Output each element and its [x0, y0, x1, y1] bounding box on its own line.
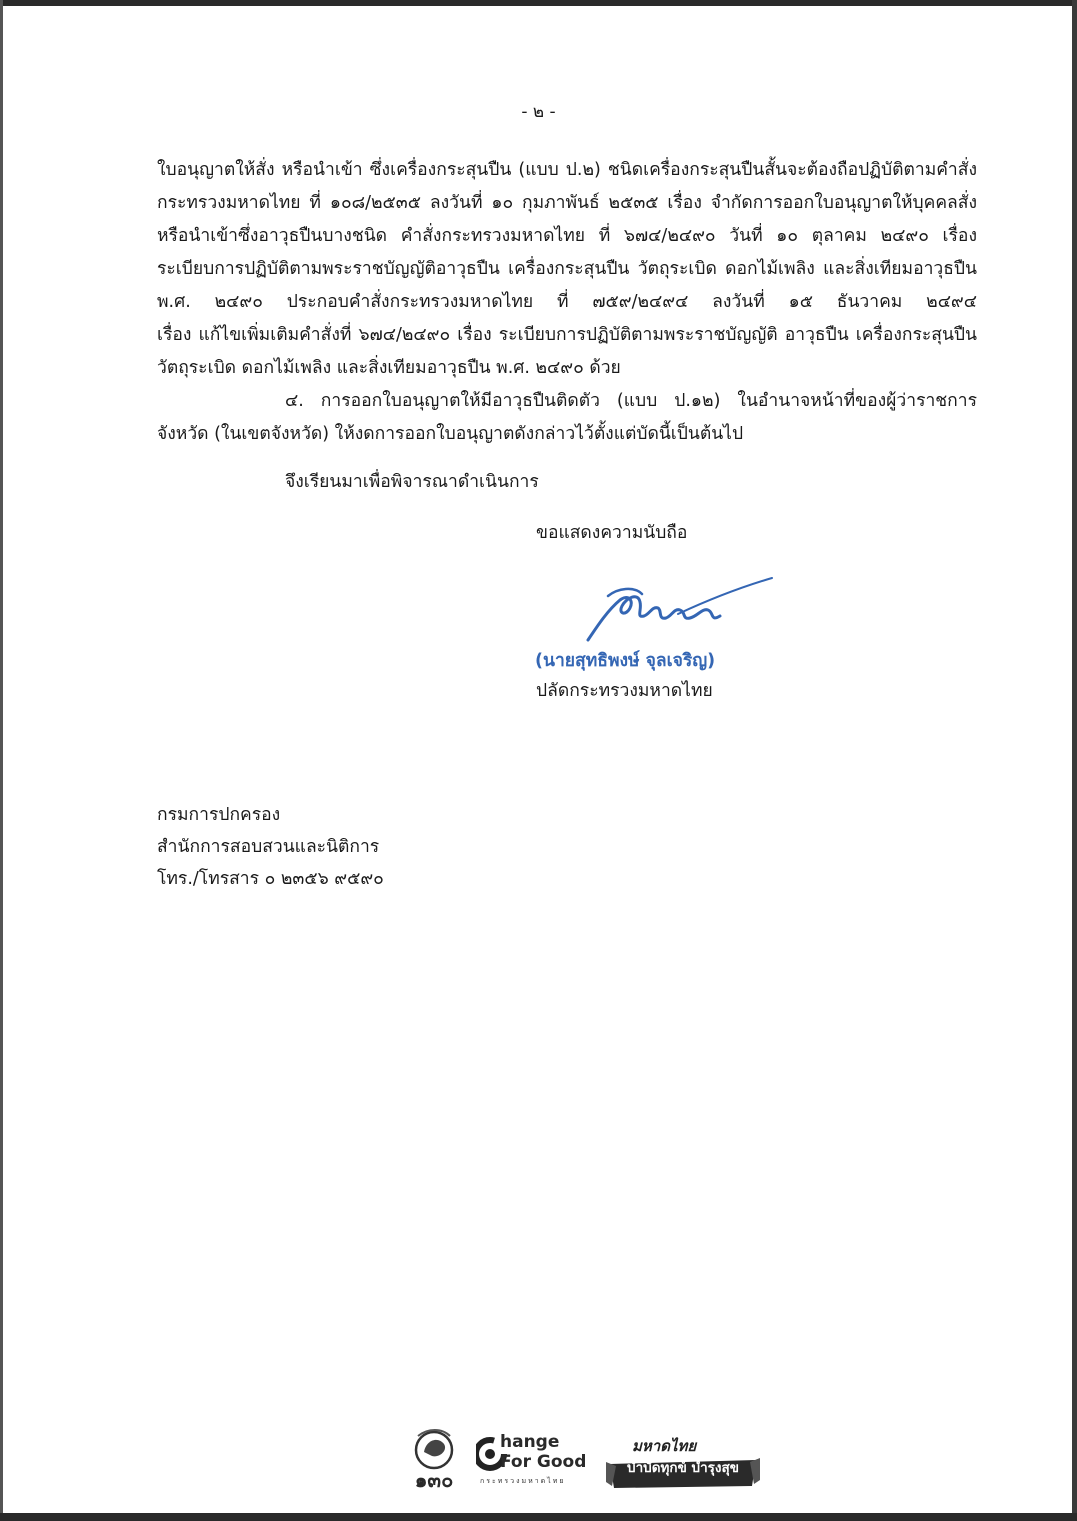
- body-line: ๔. การออกใบอนุญาตให้มีอาวุธปืนติดตัว (แบบ ป.๑๒) ในอำนาจหน้าที่ของผู้ว่าราชการ: [285, 391, 977, 411]
- body-line: กระทรวงมหาดไทย ที่ ๑๐๘/๒๕๓๕ ลงวันที่ ๑๐ กุมภาพันธ์ ๒๕๓๕ เรื่อง จำกัดการออกใบอนุญาตให้บุคคลสั่ง: [157, 193, 977, 213]
- banner-script-text: มหาดไทย: [632, 1437, 697, 1455]
- signer-title: ปลัดกระทรวงมหาดไทย: [536, 681, 713, 701]
- scan-border-left: [0, 0, 3, 1521]
- body-line: พ.ศ. ๒๔๙๐ ประกอบคำสั่งกระทรวงมหาดไทย ที่ ๗๕๙/๒๔๙๔ ลงวันที่ ๑๕ ธันวาคม ๒๔๙๔: [157, 292, 977, 312]
- scan-border-bottom: [0, 1513, 1077, 1521]
- page-number: - ๒ -: [521, 102, 556, 122]
- body-line: ใบอนุญาตให้สั่ง หรือนำเข้า ซึ่งเครื่องกระสุนปืน (แบบ ป.๒) ชนิดเครื่องกระสุนปืนสั้นจะต้องถือปฏิบัติตามคำสั่ง: [157, 160, 977, 180]
- cfg-text-for-good: For Good: [500, 1452, 587, 1472]
- closing-request: จึงเรียนมาเพื่อพิจารณาดำเนินการ: [285, 472, 539, 492]
- scan-border-top: [0, 0, 1077, 6]
- salutation: ขอแสดงความนับถือ: [536, 523, 688, 543]
- division-name: สำนักการสอบสวนและนิติการ: [157, 837, 380, 857]
- body-line: วัตถุระเบิด ดอกไม้เพลิง และสิ่งเทียมอาวุธปืน พ.ศ. ๒๔๙๐ ด้วย: [157, 358, 621, 378]
- signer-name: (นายสุทธิพงษ์ จุลเจริญ): [535, 651, 716, 671]
- logo-130-label: ๑๓๐: [414, 1468, 454, 1492]
- body-line: ระเบียบการปฏิบัติตามพระราชบัญญัติอาวุธปืน เครื่องกระสุนปืน วัตถุระเบิด ดอกไม้เพลิง และสิ่งเทียมอาวุธปืน: [157, 259, 977, 279]
- cfg-text-change: hange: [500, 1432, 560, 1452]
- footer-logos: [400, 1420, 770, 1500]
- cfg-text-ministry: กระทรวงมหาดไทย: [480, 1477, 566, 1485]
- banner-motto-text: บำบัดทุกข์ บำรุงสุข: [627, 1460, 739, 1476]
- body-line: หรือนำเข้าซึ่งอาวุธปืนบางชนิด คำสั่งกระทรวงมหาดไทย ที่ ๖๗๔/๒๔๙๐ วันที่ ๑๐ ตุลาคม ๒๔๙๐ เรื่อง: [157, 226, 977, 246]
- body-line: เรื่อง แก้ไขเพิ่มเติมคำสั่งที่ ๖๗๔/๒๔๙๐ เรื่อง ระเบียบการปฏิบัติตามพระราชบัญญัติ อาวุธปืน เครื่องกระสุนปืน: [157, 325, 977, 345]
- contact-phone: โทร./โทรสาร ๐ ๒๓๕๖ ๙๕๙๐: [157, 869, 384, 889]
- signature-image: [578, 570, 778, 650]
- scan-border-right: [1072, 0, 1077, 1521]
- department-name: กรมการปกครอง: [157, 805, 281, 825]
- body-line: จังหวัด (ในเขตจังหวัด) ให้งดการออกใบอนุญาตดังกล่าวไว้ตั้งแต่บัดนี้เป็นต้นไป: [157, 424, 744, 444]
